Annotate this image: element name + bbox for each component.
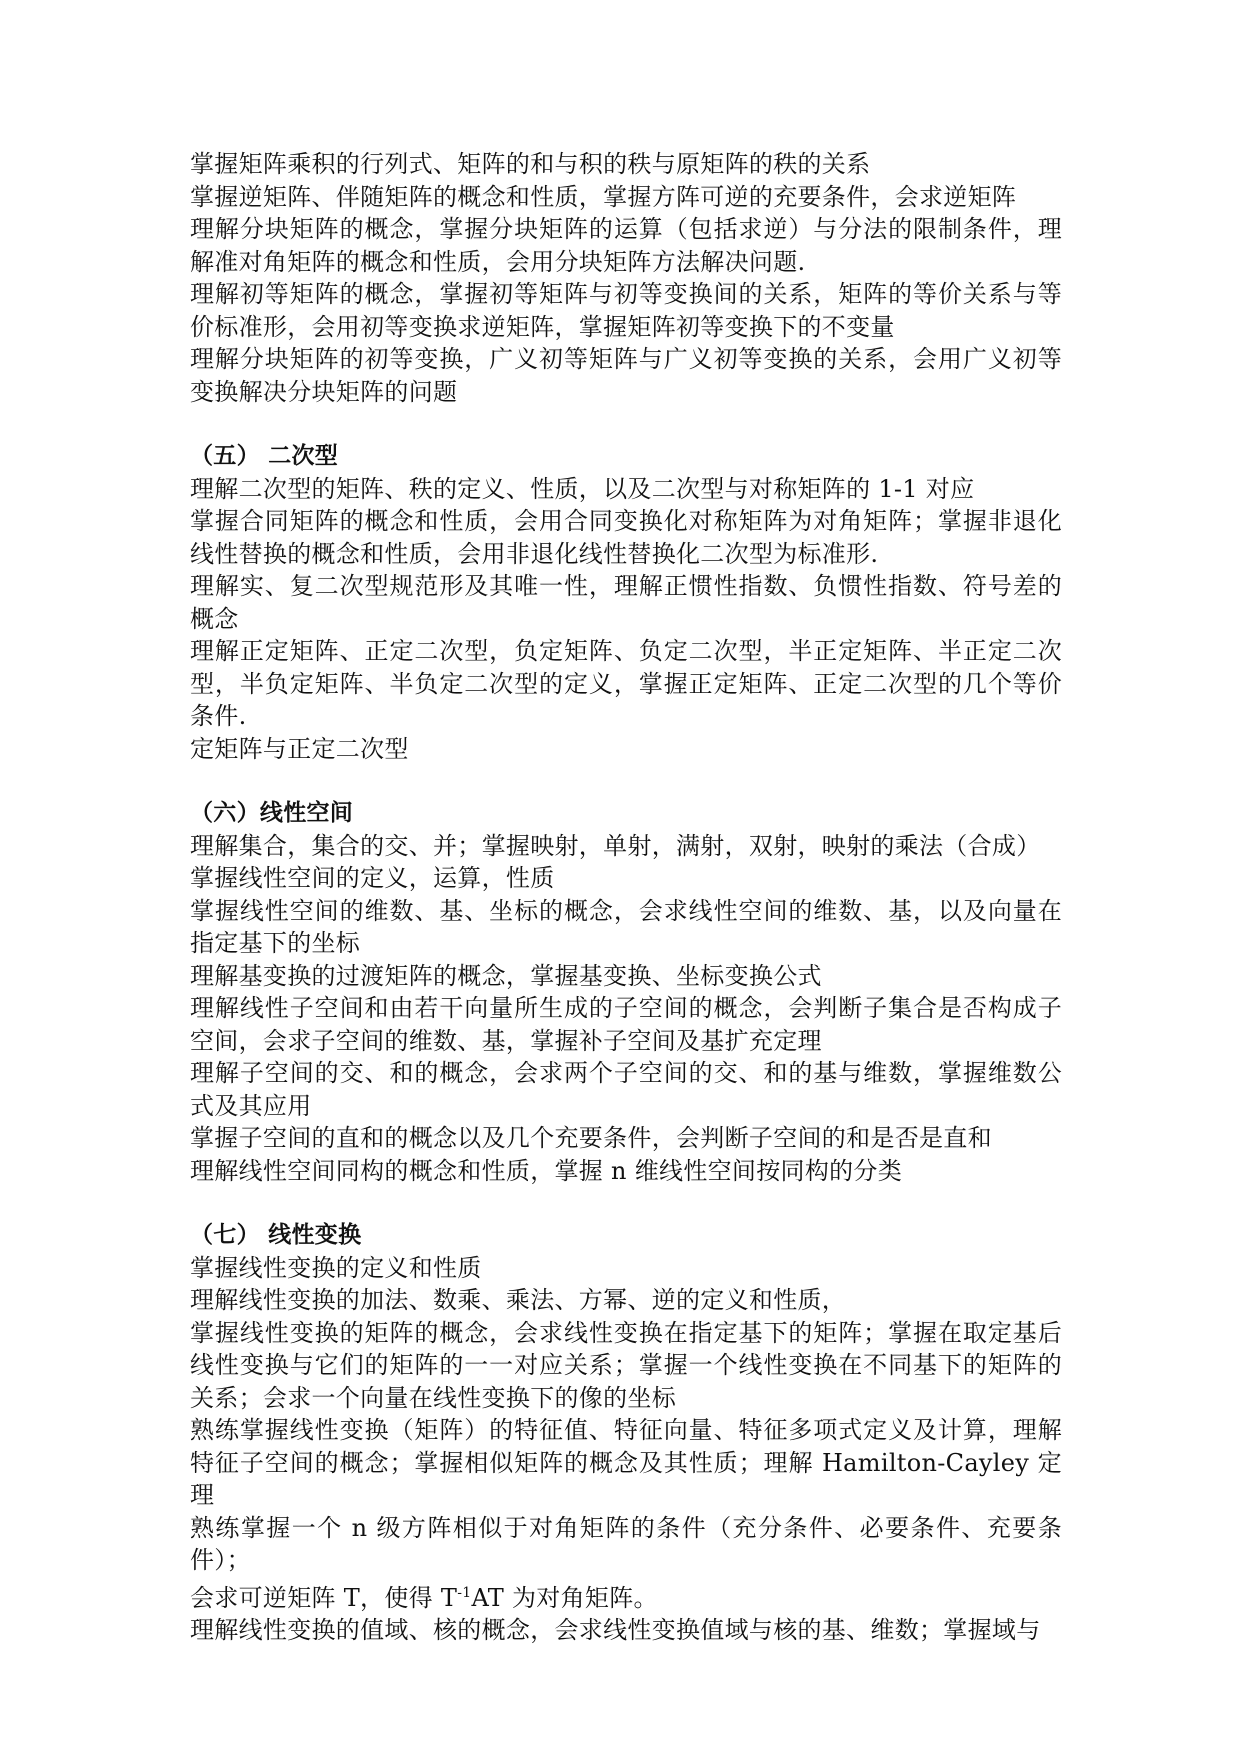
paragraph: 理解实、复二次型规范形及其唯一性，理解正惯性指数、负惯性指数、符号差的概念 [190, 572, 1062, 633]
paragraph: 掌握线性空间的定义，运算，性质 [190, 864, 555, 892]
section-spacer [190, 408, 1062, 440]
paragraph: 掌握子空间的直和的概念以及几个充要条件，会判断子空间的和是否是直和 [190, 1124, 992, 1152]
section-heading-quadratic-forms: （五） 二次型 [190, 443, 339, 469]
paragraph: 理解初等矩阵的概念，掌握初等矩阵与初等变换间的关系，矩阵的等价关系与等价标准形，会用初等变换求逆矩阵，掌握矩阵初等变换下的不变量 [190, 280, 1062, 341]
paragraph: 熟练掌握线性变换（矩阵）的特征值、特征向量、特征多项式定义及计算，理解特征子空间的概念；掌握相似矩阵的概念及其性质；理解 Hamilton-Cayley 定理 [190, 1416, 1062, 1509]
text-fragment: 会求可逆矩阵 T，使得 T [190, 1583, 458, 1612]
paragraph: 理解线性子空间和由若干向量所生成的子空间的概念，会判断子集合是否构成子空间，会求子空间的维数、基，掌握补子空间及基扩充定理 [190, 994, 1062, 1055]
paragraph: 理解线性变换的加法、数乘、乘法、方幂、逆的定义和性质， [190, 1286, 847, 1314]
paragraph: 掌握矩阵乘积的行列式、矩阵的和与积的秩与原矩阵的秩的关系 [190, 150, 871, 178]
paragraph: 熟练掌握一个 n 级方阵相似于对角矩阵的条件（充分条件、必要条件、充要条件）； [190, 1513, 1062, 1574]
paragraph: 掌握逆矩阵、伴随矩阵的概念和性质，掌握方阵可逆的充要条件，会求逆矩阵 [190, 182, 1017, 211]
section-spacer [190, 1187, 1062, 1219]
paragraph: 掌握线性变换的矩阵的概念，会求线性变换在指定基下的矩阵；掌握在取定基后线性变换与它们的矩阵的一一对应关系；掌握一个线性变换在不同基下的矩阵的关系；会求一个向量在线性变换下的像的坐标 [190, 1318, 1062, 1412]
paragraph: 理解正定矩阵、正定二次型，负定矩阵、负定二次型，半正定矩阵、半正定二次型，半负定矩阵、半负定二次型的定义，掌握正定矩阵、正定二次型的几个等价条件. [190, 637, 1062, 730]
paragraph: 掌握线性变换的定义和性质 [190, 1253, 482, 1282]
paragraph: 理解线性变换的值域、核的概念，会求线性变换值域与核的基、维数；掌握域与 [190, 1616, 1041, 1644]
text-fragment: AT 为对角矩阵。 [471, 1583, 658, 1612]
paragraph: 理解子空间的交、和的概念，会求两个子空间的交、和的基与维数，掌握维数公式及其应用 [190, 1059, 1062, 1120]
superscript: -1 [457, 1584, 472, 1601]
section-heading-linear-transformations: （七） 线性变换 [190, 1222, 362, 1248]
section-heading-linear-spaces: （六）线性空间 [190, 800, 354, 826]
paragraph: 理解分块矩阵的初等变换，广义初等矩阵与广义初等变换的关系，会用广义初等变换解决分块矩阵的问题 [190, 345, 1062, 406]
paragraph: 理解二次型的矩阵、秩的定义、性质，以及二次型与对称矩阵的 1-1 对应 [190, 474, 975, 503]
paragraph: 理解线性空间同构的概念和性质，掌握 n 维线性空间按同构的分类 [190, 1156, 903, 1185]
section-spacer [190, 765, 1062, 797]
paragraph-inverse-matrix [190, 1577, 1062, 1615]
paragraph: 掌握合同矩阵的概念和性质，会用合同变换化对称矩阵为对角矩阵；掌握非退化线性替换的概念和性质，会用非退化线性替换化二次型为标准形. [190, 507, 1062, 568]
paragraph: 理解分块矩阵的概念，掌握分块矩阵的运算（包括求逆）与分法的限制条件，理解准对角矩阵的概念和性质，会用分块矩阵方法解决问题. [190, 215, 1062, 276]
paragraph: 理解基变换的过渡矩阵的概念，掌握基变换、坐标变换公式 [190, 961, 822, 990]
paragraph: 定矩阵与正定二次型 [190, 734, 409, 763]
paragraph: 理解集合，集合的交、并；掌握映射，单射，满射，双射，映射的乘法（合成） [190, 831, 1041, 860]
paragraph: 掌握线性空间的维数、基、坐标的概念，会求线性空间的维数、基，以及向量在指定基下的坐标 [190, 896, 1062, 957]
document-page [190, 148, 1062, 1647]
